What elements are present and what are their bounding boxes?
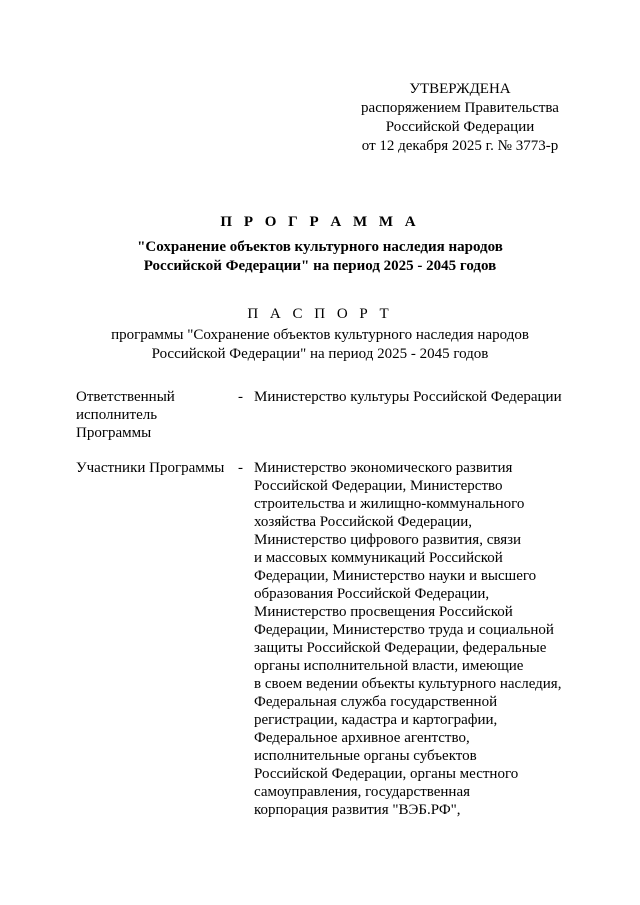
row-value-line: Министерство цифрового развития, связи bbox=[254, 532, 522, 548]
program-name-line: Российской Федерации" на период 2025 - 2045 годов bbox=[143, 258, 497, 274]
approval-stamp bbox=[340, 80, 580, 156]
approval-line: УТВЕРЖДЕНА bbox=[409, 81, 511, 97]
passport-subtitle-line: программы "Сохранение объектов культурного наследия народов bbox=[111, 327, 529, 343]
row-value bbox=[254, 388, 576, 406]
row-value-line: корпорация развития "ВЭБ.РФ", bbox=[254, 802, 461, 818]
program-name-line: "Сохранение объектов культурного наследия народов bbox=[137, 239, 503, 255]
row-label-line: Программы bbox=[76, 425, 152, 441]
row-value-line: регистрации, кадастра и картографии, bbox=[254, 712, 498, 728]
row-label-line: Ответственный bbox=[76, 389, 175, 405]
row-value-line: и массовых коммуникаций Российской bbox=[254, 550, 503, 566]
row-label bbox=[76, 459, 236, 477]
row-dash: - bbox=[238, 460, 243, 476]
passport-subtitle-line: Российской Федерации" на период 2025 - 2045 годов bbox=[151, 346, 489, 362]
row-value-line: Федеральная служба государственной bbox=[254, 694, 498, 710]
row-value-line: строительства и жилищно-коммунального bbox=[254, 496, 525, 512]
approval-line: Российской Федерации bbox=[385, 119, 535, 135]
passport-subtitle bbox=[80, 326, 560, 364]
row-value-line: исполнительные органы субъектов bbox=[254, 748, 477, 764]
row-value-line: органы исполнительной власти, имеющие bbox=[254, 658, 524, 674]
row-value-line: защиты Российской Федерации, федеральные bbox=[254, 640, 547, 656]
row-value-line: Российской Федерации, органы местного bbox=[254, 766, 519, 782]
program-heading: П Р О Г Р А М М А bbox=[220, 214, 420, 230]
row-value-line: Российской Федерации, Министерство bbox=[254, 478, 503, 494]
row-label-line: исполнитель bbox=[76, 407, 158, 423]
row-value-line: Министерство культуры Российской Федерации bbox=[254, 389, 562, 405]
row-value-line: Министерство экономического развития bbox=[254, 460, 513, 476]
row-value-line: Министерство просвещения Российской bbox=[254, 604, 513, 620]
row-value-line: в своем ведении объекты культурного наследия, bbox=[254, 676, 562, 692]
row-value bbox=[254, 459, 576, 819]
row-value-line: самоуправления, государственная bbox=[254, 784, 471, 800]
approval-line: от 12 декабря 2025 г. № 3773-р bbox=[361, 138, 559, 154]
passport-heading: П А С П О Р Т bbox=[247, 306, 393, 322]
row-value-line: образования Российской Федерации, bbox=[254, 586, 490, 602]
row-value-line: хозяйства Российской Федерации, bbox=[254, 514, 473, 530]
row-label-line: Участники Программы bbox=[76, 460, 225, 476]
row-value-line: Федеральное архивное агентство, bbox=[254, 730, 470, 746]
passport-row-participants bbox=[76, 459, 576, 839]
passport-row-responsible bbox=[76, 388, 576, 448]
row-value-line: Федерации, Министерство науки и высшего bbox=[254, 568, 537, 584]
approval-line: распоряжением Правительства bbox=[361, 100, 559, 116]
row-label bbox=[76, 388, 236, 442]
row-dash: - bbox=[238, 389, 243, 405]
program-name bbox=[80, 238, 560, 276]
row-value-line: Федерации, Министерство труда и социальной bbox=[254, 622, 554, 638]
